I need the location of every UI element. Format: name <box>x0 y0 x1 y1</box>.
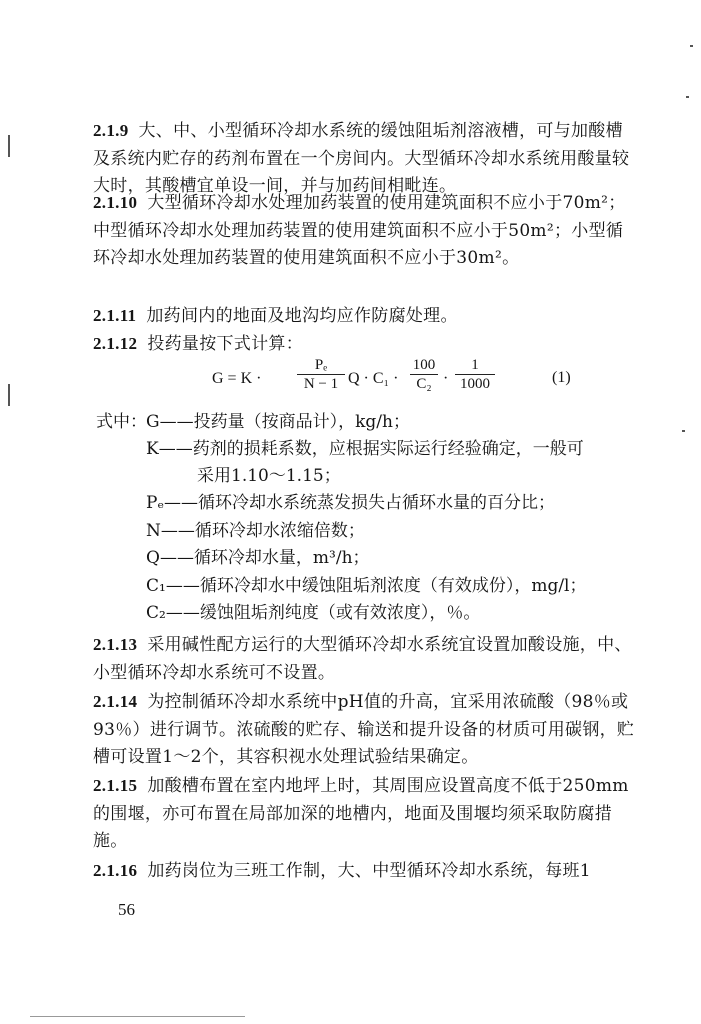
formula-lhs: G = K · <box>212 370 262 387</box>
where-item-c1 <box>146 573 587 600</box>
fraction-denominator: 1000 <box>455 374 495 393</box>
fraction-numerator: Pₑ <box>314 357 328 373</box>
fraction-1-over-1000 <box>455 356 495 393</box>
where-symbol: Q <box>146 548 160 568</box>
where-item-n <box>146 518 365 545</box>
fraction-100-over-c2 <box>410 356 438 393</box>
clause-2-1-11 <box>93 302 638 331</box>
where-symbol: N <box>146 521 161 541</box>
where-symbol: G <box>146 412 160 432</box>
clause-number: 2.1.12 <box>93 334 138 353</box>
clause-text: 投药量按下式计算： <box>147 334 304 354</box>
formula-number: (1) <box>552 369 571 386</box>
where-prefix: 式中： <box>96 412 147 432</box>
clause-number: 2.1.13 <box>93 635 138 654</box>
where-symbol: K <box>146 439 159 459</box>
clause-2-1-13 <box>93 631 638 687</box>
clause-text: 加药岗位为三班工作制，大、中型循环冷却水系统，每班1 <box>147 861 591 881</box>
where-description: ——循环冷却水系统蒸发损失占循环水量的百分比； <box>164 493 556 513</box>
where-item-c2 <box>146 600 480 627</box>
where-item-g <box>146 409 410 436</box>
scan-mark <box>30 1016 245 1017</box>
where-item-pe <box>146 490 555 517</box>
clause-text: 加药间内的地面及地沟均应作防腐处理。 <box>146 306 458 326</box>
where-item-q <box>146 545 370 572</box>
formula-mid: Q · C₁ · <box>348 370 399 387</box>
where-description: ——药剂的损耗系数，应根据实际运行经验确定，一般可 <box>158 439 584 459</box>
where-symbol: C₁ <box>146 576 166 596</box>
fraction-numerator: 100 <box>412 357 436 373</box>
fraction-pe-over-n <box>297 356 345 393</box>
scan-mark <box>690 45 693 47</box>
clause-2-1-10 <box>93 189 638 273</box>
formula-dot: · <box>443 370 449 387</box>
clause-text: 大、中、小型循环冷却水系统的缓蚀阻垢剂溶液槽，可与加酸槽及系统内贮存的药剂布置在一个房间内。大型循环冷却水系统用酸量较大时，其酸槽宜单设一间，并与加药间相毗连。 <box>93 121 630 196</box>
clause-2-1-12 <box>93 330 638 359</box>
clause-2-1-9 <box>93 117 638 201</box>
where-description: ——循环冷却水量，m³/h； <box>159 548 370 568</box>
clause-2-1-14 <box>93 688 638 772</box>
where-symbol: C₂ <box>146 603 166 623</box>
scan-mark <box>682 430 685 432</box>
where-description: ——循环冷却水中缓蚀阻垢剂浓度（有效成份），mg/l； <box>165 576 587 596</box>
clause-text: 大型循环冷却水处理加药装置的使用建筑面积不应小于70m²；中型循环冷却水处理加药装置的使用建筑面积不应小于50m²；小型循环冷却水处理加药装置的使用建筑面积不应小于30m²。 <box>93 193 626 268</box>
clause-2-1-15 <box>93 772 638 856</box>
page-number: 56 <box>118 900 135 919</box>
where-symbol: Pₑ <box>146 493 165 513</box>
where-item-k-continued <box>197 463 341 490</box>
clause-number: 2.1.9 <box>93 121 129 140</box>
where-description: ——缓蚀阻垢剂纯度（或有效浓度），％。 <box>165 603 481 623</box>
fraction-numerator: 1 <box>471 357 479 373</box>
where-description: ——循环冷却水浓缩倍数； <box>160 521 365 541</box>
scan-mark <box>8 135 10 157</box>
scan-mark <box>8 384 10 406</box>
clause-text: 采用碱性配方运行的大型循环冷却水系统宜设置加酸设施，中、小型循环冷却水系统可不设置。 <box>93 635 632 683</box>
fraction-denominator: N − 1 <box>297 374 345 393</box>
fraction-denominator: C₂ <box>410 374 438 393</box>
clause-number: 2.1.15 <box>93 776 138 795</box>
dosage-formula <box>212 356 652 400</box>
clause-text: 加酸槽布置在室内地坪上时，其周围应设置高度不低于250mm的围堰，亦可布置在局部加深的地槽内，地面及围堰均须采取防腐措施。 <box>93 776 629 851</box>
where-description: 采用1.10～1.15； <box>197 466 341 486</box>
clause-number: 2.1.16 <box>93 861 138 880</box>
clause-2-1-16 <box>93 857 638 886</box>
clause-number: 2.1.10 <box>93 193 138 212</box>
scan-mark <box>686 96 689 98</box>
clause-number: 2.1.14 <box>93 692 138 711</box>
where-description: ——投药量（按商品计），kg/h； <box>159 412 410 432</box>
clause-number: 2.1.11 <box>93 306 137 325</box>
clause-text: 为控制循环冷却水系统中pH值的升高，宜采用浓硫酸（98％或93％）进行调节。浓硫酸的贮存、输送和提升设备的材质可用碳钢，贮槽可设置1～2个，其容积视水处理试验结果确定。 <box>93 692 635 767</box>
where-item-k <box>146 436 584 463</box>
